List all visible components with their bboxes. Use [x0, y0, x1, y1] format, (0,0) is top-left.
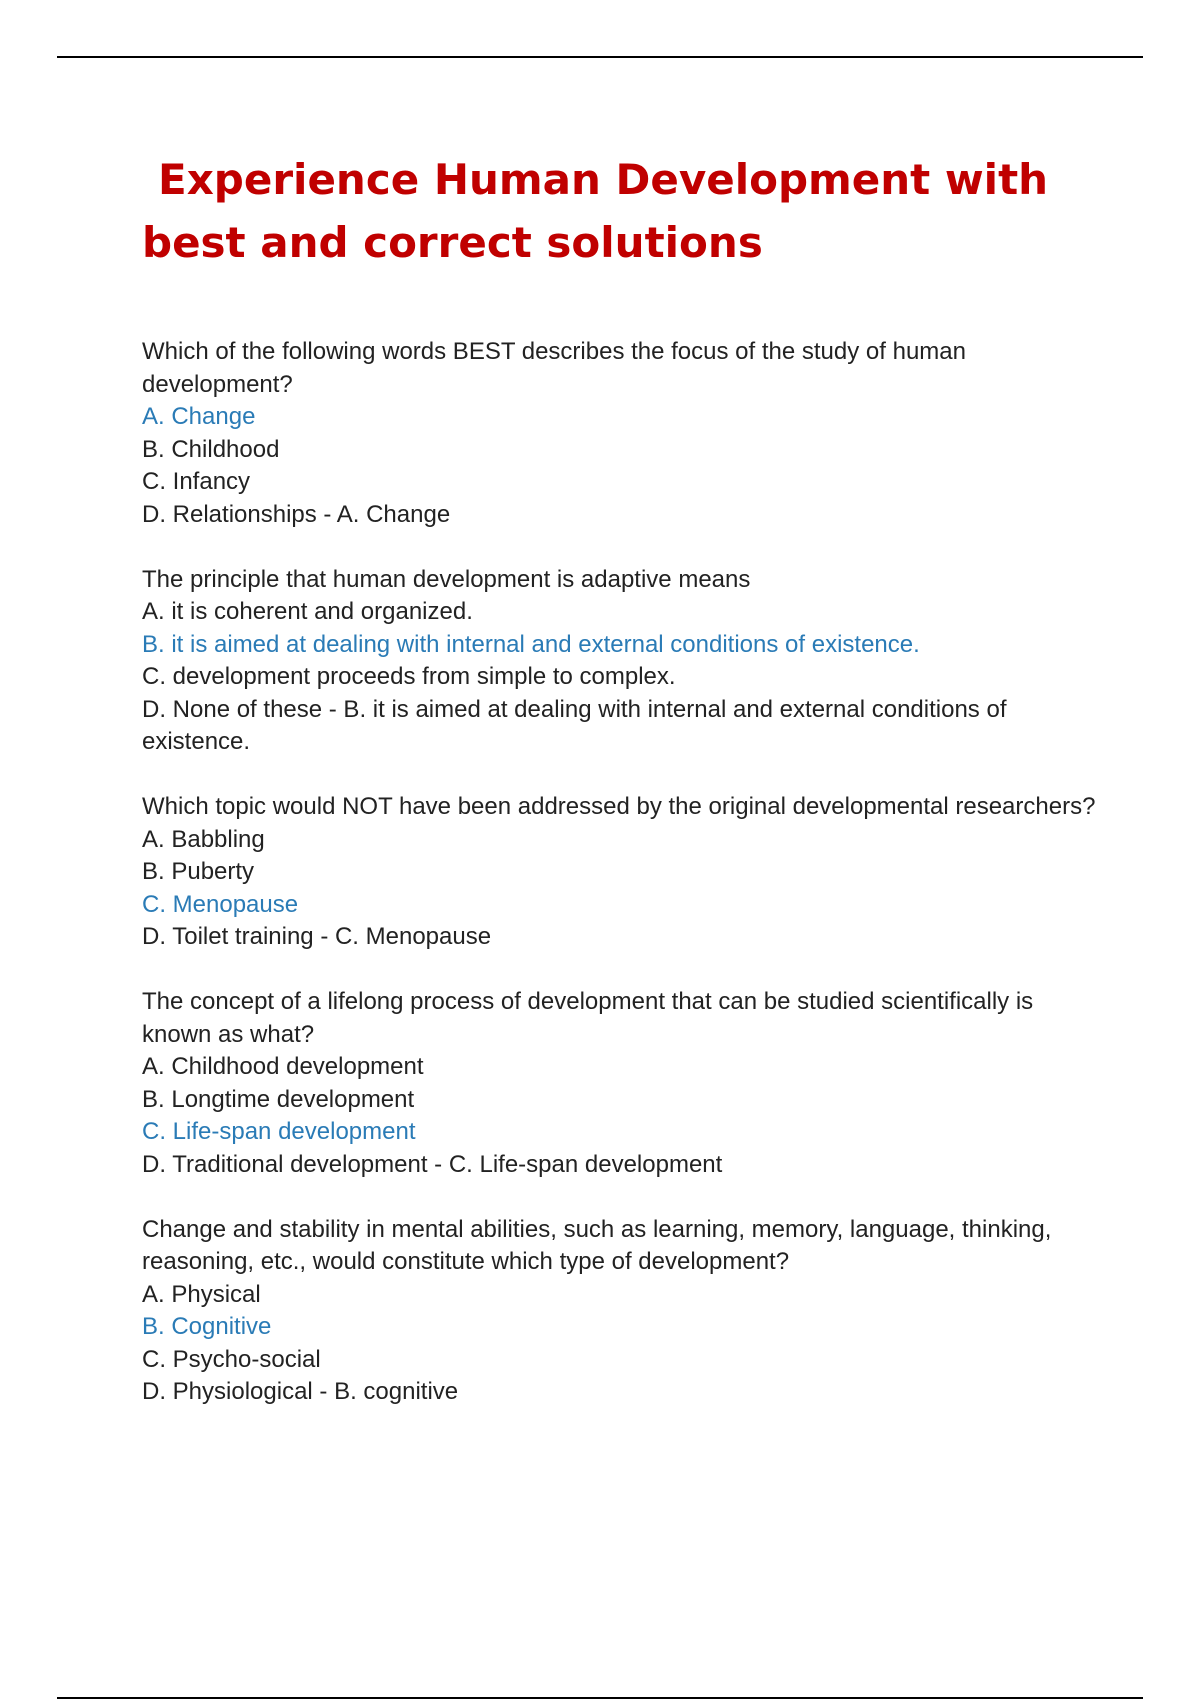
bottom-rule — [57, 1697, 1143, 1699]
title-line-2: best and correct solutions — [142, 218, 763, 267]
option: A. Babbling — [142, 825, 265, 853]
question-block-1 — [142, 336, 1102, 531]
question-text: Which topic would NOT have been addressed by the original developmental researchers? — [142, 793, 1096, 820]
option-correct: B. it is aimed at dealing with internal and external conditions of existence. — [142, 630, 920, 658]
question-block-3 — [142, 791, 1102, 954]
option-with-answer: D. Relationships - A. Change — [142, 500, 451, 528]
title-line-1: Experience Human Development with — [158, 155, 1049, 204]
question-list — [142, 336, 1102, 1441]
option-correct: A. Change — [142, 403, 256, 430]
option-correct: C. Life-span development — [142, 1118, 416, 1145]
question-block-5 — [142, 1214, 1102, 1409]
option-with-answer: D. Traditional development - C. Life-span development — [142, 1150, 723, 1178]
option: A. it is coherent and organized. — [142, 598, 473, 625]
option: C. development proceeds from simple to complex. — [142, 663, 676, 690]
option-correct: B. Cognitive — [142, 1313, 272, 1340]
question-text: The concept of a lifelong process of development that can be studied scientifically is known as what? — [142, 988, 1034, 1048]
option-with-answer: D. None of these - B. it is aimed at dealing with internal and external conditions of existence. — [142, 695, 1007, 755]
question-block-4 — [142, 986, 1102, 1181]
option: C. Infancy — [142, 468, 251, 495]
option: B. Puberty — [142, 858, 255, 885]
question-text: The principle that human development is adaptive means — [142, 565, 751, 593]
option-with-answer: D. Toilet training - C. Menopause — [142, 923, 492, 950]
option-correct: C. Menopause — [142, 890, 299, 918]
question-text: Change and stability in mental abilities, such as learning, memory, language, thinking, reasoning, etc., would constitute which type of development? — [142, 1215, 1052, 1275]
question-block-2 — [142, 564, 1102, 759]
option: B. Longtime development — [142, 1085, 415, 1113]
question-text: Which of the following words BEST describes the focus of the study of human development? — [142, 338, 966, 398]
option: A. Physical — [142, 1280, 261, 1308]
option-with-answer: D. Physiological - B. cognitive — [142, 1378, 459, 1405]
option: C. Psycho-social — [142, 1345, 321, 1373]
option: A. Childhood development — [142, 1053, 424, 1080]
option: B. Childhood — [142, 435, 280, 463]
top-rule — [57, 56, 1143, 58]
document-title — [142, 148, 1102, 274]
